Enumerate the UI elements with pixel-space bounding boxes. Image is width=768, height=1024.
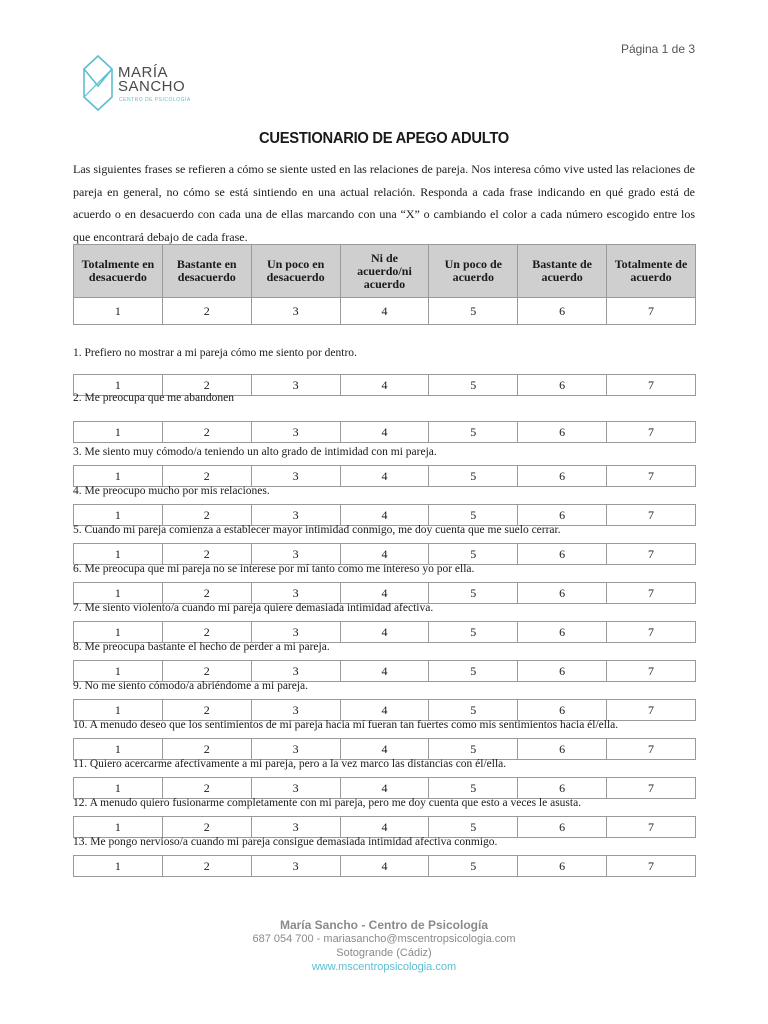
page-title: CUESTIONARIO DE APEGO ADULTO xyxy=(259,130,509,147)
answer-option-4[interactable]: 4 xyxy=(340,817,429,838)
answer-option-2[interactable]: 2 xyxy=(162,700,251,721)
answer-option-3[interactable]: 3 xyxy=(251,583,340,604)
answer-option-5[interactable]: 5 xyxy=(429,817,518,838)
answer-option-1[interactable]: 1 xyxy=(74,583,163,604)
footer-name: María Sancho - Centro de Psicología xyxy=(279,918,489,932)
answer-option-4[interactable]: 4 xyxy=(340,505,429,526)
question-label: 8. Me preocupa bastante el hecho de perder a mi pareja. xyxy=(73,641,330,653)
answer-option-7[interactable]: 7 xyxy=(607,856,696,877)
question-scale-row xyxy=(73,421,696,443)
answer-option-5[interactable]: 5 xyxy=(429,583,518,604)
answer-option-4[interactable]: 4 xyxy=(340,466,429,487)
answer-option-3[interactable]: 3 xyxy=(251,700,340,721)
answer-option-1[interactable]: 1 xyxy=(74,700,163,721)
question-label: 1. Prefiero no mostrar a mi pareja cómo me siento por dentro. xyxy=(73,347,357,359)
question-label: 6. Me preocupa que mi pareja no se interese por mí tanto como me intereso yo por ella. xyxy=(73,563,475,575)
question-label: 12. A menudo quiero fusionarme completamente con mi pareja, pero me doy cuenta que esto a veces le asusta. xyxy=(73,797,582,809)
answer-option-3[interactable]: 3 xyxy=(251,817,340,838)
answer-option-5[interactable]: 5 xyxy=(429,856,518,877)
answer-option-4[interactable]: 4 xyxy=(340,622,429,643)
answer-option-2[interactable]: 2 xyxy=(162,422,251,443)
answer-option-4[interactable]: 4 xyxy=(340,661,429,682)
answer-option-2[interactable]: 2 xyxy=(162,817,251,838)
question-scale-row xyxy=(73,855,696,877)
question-scale-row xyxy=(73,465,696,487)
question-label: 5. Cuando mi pareja comienza a establecer mayor intimidad conmigo, me doy cuenta que me suelo cerrar. xyxy=(73,524,561,536)
logo-icon xyxy=(82,54,114,112)
answer-option-1[interactable]: 1 xyxy=(74,661,163,682)
answer-option-6[interactable]: 6 xyxy=(518,466,607,487)
scale-header-row xyxy=(74,245,696,298)
question-label: 2. Me preocupa que me abandonen xyxy=(73,392,234,404)
answer-option-2[interactable]: 2 xyxy=(162,661,251,682)
question-label: 7. Me siento violento/a cuando mi pareja quiere demasiada intimidad afectiva. xyxy=(73,602,434,614)
answer-option-6[interactable]: 6 xyxy=(518,817,607,838)
scale-value-cell: 3 xyxy=(251,298,340,325)
question-label: 10. A menudo deseo que los sentimientos de mi pareja hacia mí fueran tan fuertes como mis sentimientos hacia él/ella. xyxy=(73,719,619,731)
question-label: 4. Me preocupo mucho por mis relaciones. xyxy=(73,485,270,497)
scale-header-cell: Un poco en desacuerdo xyxy=(251,245,340,298)
page-number: Página 1 de 3 xyxy=(620,42,695,56)
answer-option-6[interactable]: 6 xyxy=(518,739,607,760)
answer-option-3[interactable]: 3 xyxy=(251,739,340,760)
footer-website-link[interactable]: www.mscentropsicologia.com xyxy=(311,961,457,973)
answer-option-5[interactable]: 5 xyxy=(429,544,518,565)
answer-option-1[interactable]: 1 xyxy=(74,739,163,760)
answer-option-7[interactable]: 7 xyxy=(607,505,696,526)
scale-value-cell: 2 xyxy=(162,298,251,325)
answer-option-3[interactable]: 3 xyxy=(251,505,340,526)
answer-option-6[interactable]: 6 xyxy=(518,505,607,526)
logo-line2: SANCHO xyxy=(118,78,186,95)
answer-option-2[interactable]: 2 xyxy=(162,544,251,565)
answer-option-5[interactable]: 5 xyxy=(429,700,518,721)
answer-option-2[interactable]: 2 xyxy=(162,375,251,396)
answer-option-3[interactable]: 3 xyxy=(251,778,340,799)
scale-header-cell: Totalmente de acuerdo xyxy=(607,245,696,298)
question-label: 13. Me pongo nervioso/a cuando mi pareja consigue demasiada intimidad afectiva conmigo. xyxy=(73,836,498,848)
answer-option-2[interactable]: 2 xyxy=(162,739,251,760)
answer-option-3[interactable]: 3 xyxy=(251,661,340,682)
answer-option-6[interactable]: 6 xyxy=(518,583,607,604)
answer-option-7[interactable]: 7 xyxy=(607,544,696,565)
answer-option-4[interactable]: 4 xyxy=(340,778,429,799)
answer-option-1[interactable]: 1 xyxy=(74,817,163,838)
answer-option-7[interactable]: 7 xyxy=(607,739,696,760)
answer-option-1[interactable]: 1 xyxy=(74,505,163,526)
scale-value-cell: 7 xyxy=(607,298,696,325)
scale-header-cell: Bastante en desacuerdo xyxy=(162,245,251,298)
answer-option-5[interactable]: 5 xyxy=(429,375,518,396)
answer-option-2[interactable]: 2 xyxy=(162,856,251,877)
footer-contact: 687 054 700 - mariasancho@mscentropsicologia.com xyxy=(252,933,516,945)
scale-value-cell: 5 xyxy=(429,298,518,325)
question-scale-row xyxy=(73,738,696,760)
question-scale-row xyxy=(73,777,696,799)
answer-option-5[interactable]: 5 xyxy=(429,505,518,526)
answer-option-3[interactable]: 3 xyxy=(251,544,340,565)
logo-subtitle: CENTRO DE PSICOLOGÍA xyxy=(119,97,191,103)
answer-option-7[interactable]: 7 xyxy=(607,817,696,838)
scale-legend-table xyxy=(73,244,696,325)
answer-option-1[interactable]: 1 xyxy=(74,544,163,565)
answer-option-5[interactable]: 5 xyxy=(429,661,518,682)
answer-option-2[interactable]: 2 xyxy=(162,622,251,643)
answer-option-2[interactable]: 2 xyxy=(162,778,251,799)
footer-location: Sotogrande (Cádiz) xyxy=(336,947,432,959)
answer-option-4[interactable]: 4 xyxy=(340,583,429,604)
scale-header-cell: Totalmente en desacuerdo xyxy=(74,245,163,298)
answer-option-3[interactable]: 3 xyxy=(251,422,340,443)
answer-option-7[interactable]: 7 xyxy=(607,466,696,487)
answer-option-4[interactable]: 4 xyxy=(340,856,429,877)
answer-option-6[interactable]: 6 xyxy=(518,700,607,721)
answer-option-7[interactable]: 7 xyxy=(607,661,696,682)
question-scale-row xyxy=(73,582,696,604)
answer-option-2[interactable]: 2 xyxy=(162,466,251,487)
intro-paragraph: Las siguientes frases se refieren a cómo se siente usted en las relaciones de pareja. Nos interesa cómo vive usted las relaciones de pareja en general, no cómo se está sintiendo en una actual relación. Responda a cada frase indicando en qué grado está de acuerdo o en desacuerdo con cada una de ellas marcando con una “X” o cambiando el color a cada número escogido entre los que encontrará debajo de cada frase. xyxy=(73,162,695,244)
footer xyxy=(0,918,768,974)
scale-value-cell: 4 xyxy=(340,298,429,325)
logo-line1: MARÍA xyxy=(118,64,169,81)
answer-option-6[interactable]: 6 xyxy=(518,422,607,443)
scale-value-cell: 6 xyxy=(518,298,607,325)
answer-option-1[interactable]: 1 xyxy=(74,778,163,799)
scale-header-cell: Bastante de acuerdo xyxy=(518,245,607,298)
answer-option-5[interactable]: 5 xyxy=(429,422,518,443)
answer-option-1[interactable]: 1 xyxy=(74,375,163,396)
answer-option-7[interactable]: 7 xyxy=(607,583,696,604)
question-label: 9. No me siento cómodo/a abriéndome a mi pareja. xyxy=(73,680,309,692)
answer-option-6[interactable]: 6 xyxy=(518,856,607,877)
answer-option-7[interactable]: 7 xyxy=(607,422,696,443)
answer-option-6[interactable]: 6 xyxy=(518,375,607,396)
answer-option-3[interactable]: 3 xyxy=(251,466,340,487)
answer-option-3[interactable]: 3 xyxy=(251,856,340,877)
answer-option-3[interactable]: 3 xyxy=(251,622,340,643)
answer-option-1[interactable]: 1 xyxy=(74,622,163,643)
answer-option-4[interactable]: 4 xyxy=(340,544,429,565)
answer-option-2[interactable]: 2 xyxy=(162,583,251,604)
answer-option-6[interactable]: 6 xyxy=(518,778,607,799)
answer-option-4[interactable]: 4 xyxy=(340,375,429,396)
scale-value-cell: 1 xyxy=(74,298,163,325)
answer-option-6[interactable]: 6 xyxy=(518,544,607,565)
answer-option-7[interactable]: 7 xyxy=(607,700,696,721)
answer-option-6[interactable]: 6 xyxy=(518,661,607,682)
question-label: 11. Quiero acercarme afectivamente a mi pareja, pero a la vez marco las distancias con él/ella. xyxy=(73,758,507,770)
question-scale-row xyxy=(73,504,696,526)
answer-option-2[interactable]: 2 xyxy=(162,505,251,526)
logo xyxy=(82,54,212,114)
answer-option-4[interactable]: 4 xyxy=(340,739,429,760)
answer-option-7[interactable]: 7 xyxy=(607,375,696,396)
scale-header-cell: Ni de acuerdo/ni acuerdo xyxy=(340,245,429,298)
answer-option-1[interactable]: 1 xyxy=(74,856,163,877)
answer-option-7[interactable]: 7 xyxy=(607,778,696,799)
question-scale-row xyxy=(73,699,696,721)
answer-option-1[interactable]: 1 xyxy=(74,422,163,443)
question-scale-row xyxy=(73,621,696,643)
answer-option-6[interactable]: 6 xyxy=(518,622,607,643)
answer-option-5[interactable]: 5 xyxy=(429,466,518,487)
answer-option-4[interactable]: 4 xyxy=(340,422,429,443)
answer-option-3[interactable]: 3 xyxy=(251,375,340,396)
answer-option-5[interactable]: 5 xyxy=(429,778,518,799)
answer-option-5[interactable]: 5 xyxy=(429,622,518,643)
answer-option-1[interactable]: 1 xyxy=(74,466,163,487)
answer-option-5[interactable]: 5 xyxy=(429,739,518,760)
question-label: 3. Me siento muy cómodo/a teniendo un alto grado de intimidad con mi pareja. xyxy=(73,446,437,458)
scale-header-cell: Un poco de acuerdo xyxy=(429,245,518,298)
scale-values-row xyxy=(74,298,696,325)
answer-option-7[interactable]: 7 xyxy=(607,622,696,643)
question-scale-row xyxy=(73,543,696,565)
answer-option-4[interactable]: 4 xyxy=(340,700,429,721)
question-scale-row xyxy=(73,660,696,682)
question-scale-row xyxy=(73,816,696,838)
